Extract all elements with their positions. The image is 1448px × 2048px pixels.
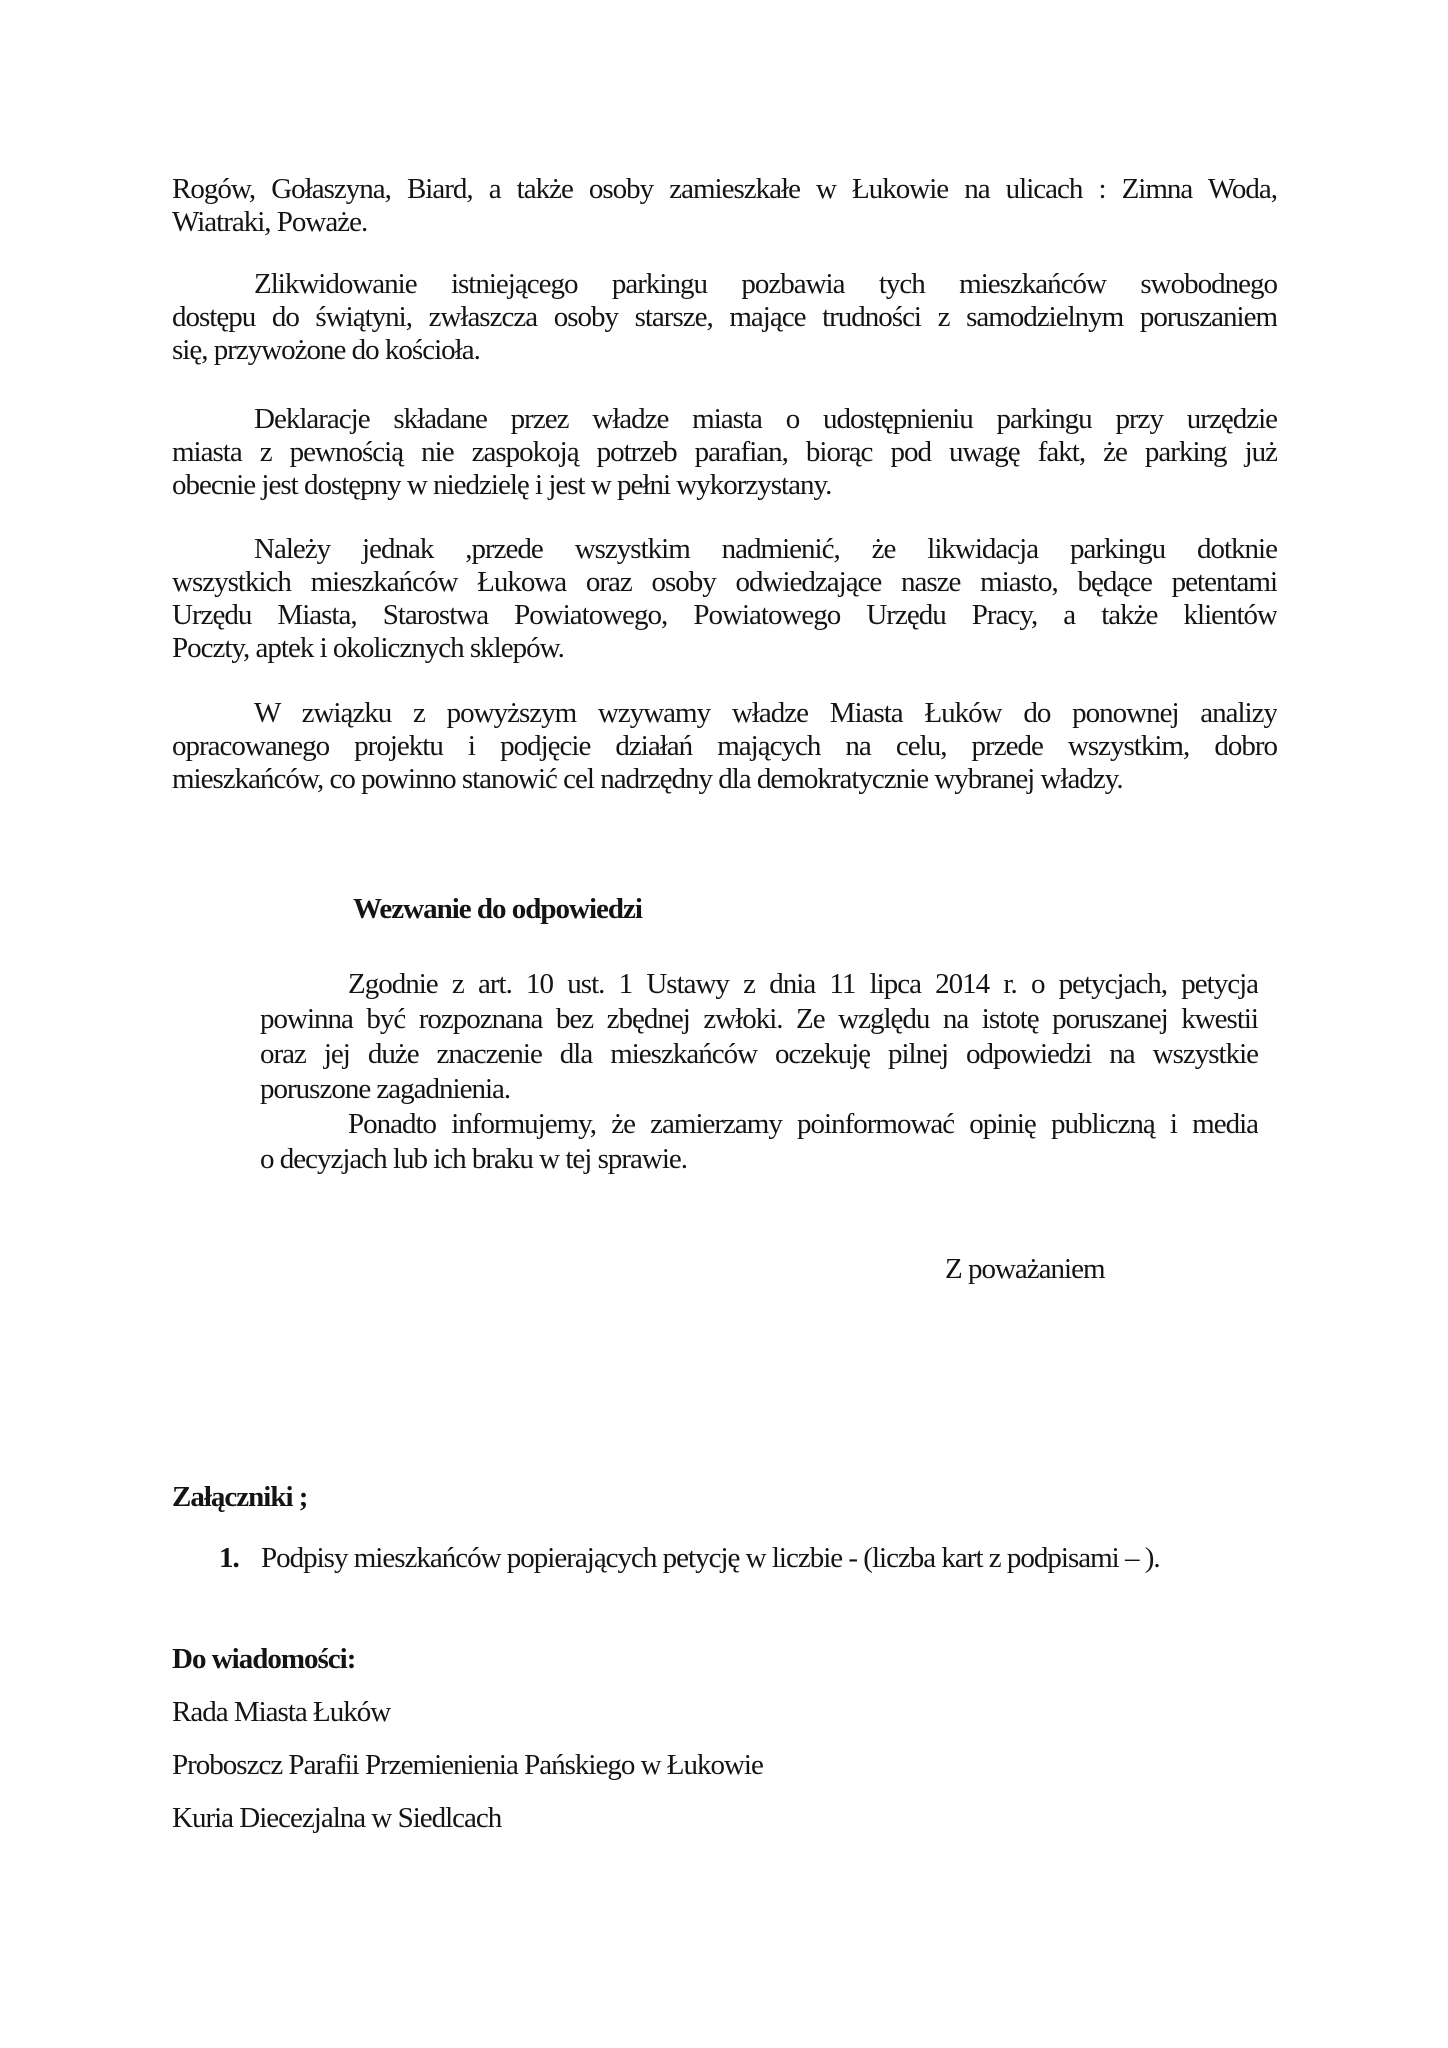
text-line: Wiatraki, Poważe. <box>172 206 368 238</box>
text-line: wszystkich mieszkańców Łukowa oraz osoby odwiedzające nasze miasto, będące petentami <box>172 566 1277 598</box>
text-line: Zlikwidowanie istniejącego parkingu pozbawia tych mieszkańców swobodnego <box>254 268 1277 300</box>
text-line: Należy jednak ,przede wszystkim nadmienić, że likwidacja parkingu dotknie <box>254 533 1277 565</box>
cc-item-city-council: Rada Miasta Łuków <box>172 1696 391 1728</box>
text-line: powinna być rozpoznana bez zbędnej zwłoki. Ze względu na istotę poruszanej kwestii <box>260 1003 1258 1035</box>
paragraph-legal-basis <box>260 967 1258 1107</box>
text-line: W związku z powyższym wzywamy władze Miasta Łuków do ponownej analizy <box>254 697 1277 729</box>
text-line: Poczty, aptek i okolicznych sklepów. <box>172 632 564 664</box>
text-line: oraz jej duże znaczenie dla mieszkańców oczekuję pilnej odpowiedzi na wszystkie <box>260 1038 1258 1070</box>
paragraph-streets <box>172 173 1277 239</box>
signoff: Z poważaniem <box>945 1253 1105 1285</box>
text-line: dostępu do świątyni, zwłaszcza osoby starsze, mające trudności z samodzielnym poruszaniem <box>172 301 1277 333</box>
paragraph-declarations <box>172 403 1277 502</box>
text-line: Ponadto informujemy, że zamierzamy poinformować opinię publiczną i media <box>348 1108 1258 1140</box>
text-line: miasta z pewnością nie zaspokoją potrzeb parafian, biorąc pod uwagę fakt, że parking już <box>172 436 1277 468</box>
cc-heading: Do wiadomości: <box>172 1643 356 1675</box>
attachment-item-text: Podpisy mieszkańców popierających petycję w liczbie - (liczba kart z podpisami – ). <box>261 1542 1160 1574</box>
cc-item-parish: Proboszcz Parafii Przemienienia Pańskiego w Łukowie <box>172 1749 763 1781</box>
attachment-item-number: 1. <box>219 1542 239 1574</box>
text-line: Rogów, Gołaszyna, Biard, a także osoby zamieszkałe w Łukowie na ulicach : Zimna Woda, <box>172 173 1277 205</box>
text-line: Deklaracje składane przez władze miasta o udostępnieniu parkingu przy urzędzie <box>254 403 1277 435</box>
response-section <box>260 967 1258 1177</box>
text-line: się, przywożone do kościoła. <box>172 334 480 366</box>
text-line: opracowanego projektu i podjęcie działań mających na celu, przede wszystkim, dobro <box>172 730 1277 762</box>
paragraph-parking-removal <box>172 268 1277 367</box>
text-line: o decyzjach lub ich braku w tej sprawie. <box>260 1143 688 1175</box>
cc-item-curia: Kuria Diecezjalna w Siedlcach <box>172 1802 502 1834</box>
paragraph-media-notice <box>260 1107 1258 1177</box>
section-heading-call-for-response: Wezwanie do odpowiedzi <box>353 893 642 925</box>
attachment-item <box>219 1542 1319 1575</box>
text-line: mieszkańców, co powinno stanowić cel nadrzędny dla demokratycznie wybranej władzy. <box>172 763 1123 795</box>
paragraph-call-to-action <box>172 697 1277 796</box>
paragraph-affected-residents <box>172 533 1277 665</box>
text-line: obecnie jest dostępny w niedzielę i jest w pełni wykorzystany. <box>172 469 832 501</box>
attachments-heading: Załączniki ; <box>172 1481 308 1513</box>
text-line: poruszone zagadnienia. <box>260 1073 511 1105</box>
text-line: Zgodnie z art. 10 ust. 1 Ustawy z dnia 11 lipca 2014 r. o petycjach, petycja <box>348 968 1258 1000</box>
text-line: Urzędu Miasta, Starostwa Powiatowego, Powiatowego Urzędu Pracy, a także klientów <box>172 599 1277 631</box>
